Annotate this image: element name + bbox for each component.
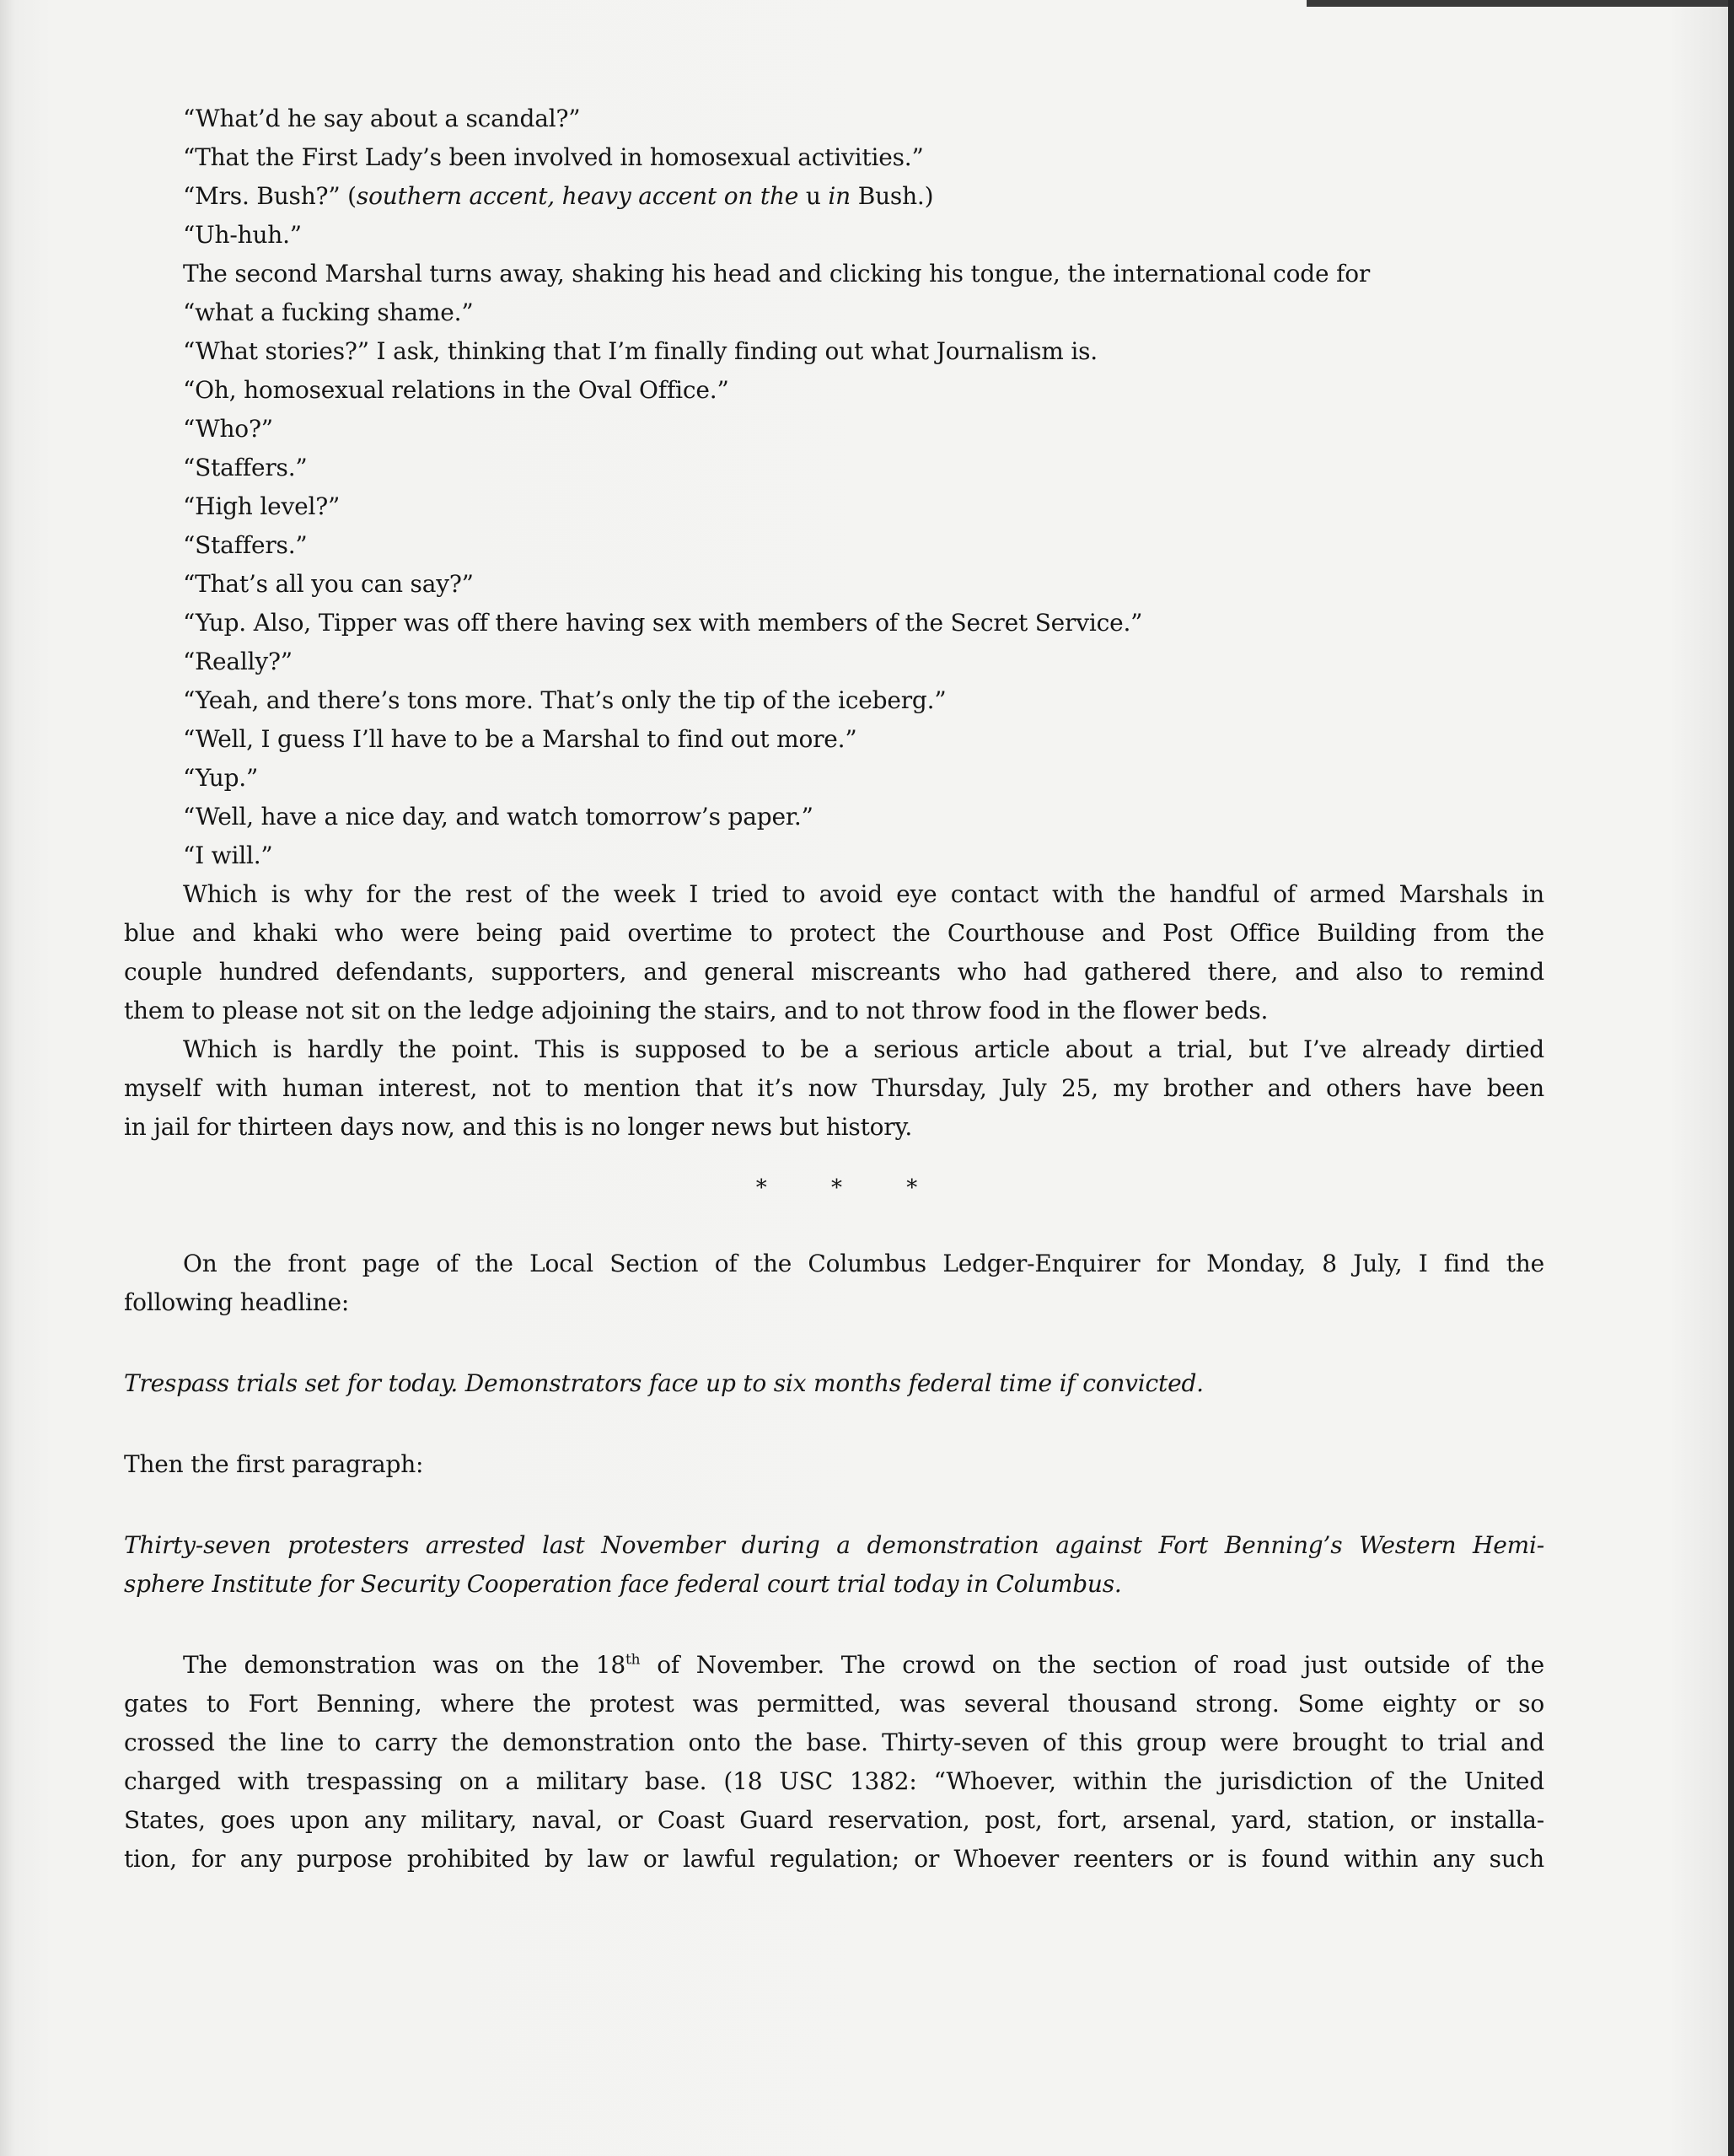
stage-direction: southern accent, heavy accent on the bbox=[356, 182, 799, 210]
dialogue-text: “Mrs. Bush?” bbox=[183, 182, 341, 210]
spacer bbox=[124, 1604, 1544, 1646]
dialogue-line: “Yup.” bbox=[183, 764, 259, 792]
dialogue-line: “What stories?” I ask, thinking that I’m finally finding out what Journalism is. bbox=[183, 337, 1098, 365]
spacer bbox=[124, 1229, 1544, 1245]
dialogue-line: “what a fucking shame.” bbox=[183, 298, 474, 326]
dialogue-line: “Yeah, and there’s tons more. That’s only the tip of the iceberg.” bbox=[183, 686, 947, 714]
section-separator: * * * bbox=[755, 1175, 947, 1201]
dialogue-line: “Well, have a nice day, and watch tomorrow’s paper.” bbox=[183, 803, 813, 831]
paragraph-line: couple hundred defendants, supporters, and general miscreants who had gathered there, and also to remind bbox=[124, 958, 1544, 986]
dialogue-line: “Oh, homosexual relations in the Oval Office.” bbox=[183, 376, 729, 404]
quoted-paragraph-line: Thirty-seven protesters arrested last November during a demonstration against Fort Benning’s Western Hemi- bbox=[124, 1531, 1544, 1559]
quoted-paragraph-line: sphere Institute for Security Cooperation face federal court trial today in Columbus. bbox=[124, 1570, 1122, 1598]
spacer bbox=[124, 1484, 1544, 1526]
article-body bbox=[124, 99, 1544, 1879]
dialogue-line: “Yup. Also, Tipper was off there having sex with members of the Secret Service.” bbox=[183, 609, 1143, 637]
ordinal-suffix: th bbox=[625, 1651, 641, 1669]
paragraph-line: tion, for any purpose prohibited by law or lawful regulation; or Whoever reenters or is found within any such bbox=[124, 1845, 1544, 1873]
dialogue-line: “Staffers.” bbox=[183, 454, 308, 481]
dialogue-line: “Really?” bbox=[183, 648, 293, 675]
dialogue-line: “I will.” bbox=[183, 841, 273, 869]
dialogue-line: “Well, I guess I’ll have to be a Marshal to find out more.” bbox=[183, 725, 857, 753]
paragraph-line: gates to Fort Benning, where the protest was permitted, was several thousand strong. Some eighty or so bbox=[124, 1690, 1544, 1718]
paragraph-line bbox=[124, 1646, 1544, 1685]
scan-edge-right bbox=[1728, 0, 1734, 2156]
paragraph-line: crossed the line to carry the demonstration onto the base. Thirty-seven of this group were brought to trial and bbox=[124, 1729, 1544, 1756]
paragraph-line: blue and khaki who were being paid overtime to protect the Courthouse and Post Office Building from the bbox=[124, 919, 1544, 947]
dialogue-line: “That’s all you can say?” bbox=[183, 570, 474, 598]
dialogue-line: The second Marshal turns away, shaking his head and clicking his tongue, the international code for bbox=[183, 260, 1371, 288]
dialogue-line: “What’d he say about a scandal?” bbox=[183, 105, 581, 132]
spacer bbox=[124, 1403, 1544, 1445]
stage-direction-letter: u bbox=[805, 182, 821, 210]
paragraph-line: On the front page of the Local Section of the Columbus Ledger-Enquirer for Monday, 8 July, I find the bbox=[183, 1250, 1544, 1277]
stage-direction-in: in bbox=[828, 182, 851, 210]
paragraph-text: The demonstration was on the 18 bbox=[183, 1651, 626, 1679]
spacer bbox=[124, 1322, 1544, 1364]
paragraph-line: States, goes upon any military, naval, or Coast Guard reservation, post, fort, arsenal, yard, station, or installa- bbox=[124, 1806, 1544, 1834]
paragraph-line: Then the first paragraph: bbox=[124, 1450, 424, 1478]
paragraph-line: following headline: bbox=[124, 1288, 350, 1316]
dialogue-line: “High level?” bbox=[183, 492, 341, 520]
paragraph-text: of November. The crowd on the section of road just outside of the bbox=[640, 1651, 1544, 1679]
paragraph-line: myself with human interest, not to mention that it’s now Thursday, July 25, my brother and others have been bbox=[124, 1074, 1544, 1102]
dialogue-line: “Staffers.” bbox=[183, 531, 308, 559]
paragraph-line: Which is hardly the point. This is supposed to be a serious article about a trial, but I’ve already dirtied bbox=[183, 1035, 1544, 1063]
dialogue-line: “Who?” bbox=[183, 415, 273, 443]
paragraph-line: Which is why for the rest of the week I tried to avoid eye contact with the handful of armed Marshals in bbox=[183, 880, 1544, 908]
quoted-headline: Trespass trials set for today. Demonstrators face up to six months federal time if convicted. bbox=[124, 1369, 1204, 1397]
dialogue-line: “Uh-huh.” bbox=[183, 221, 302, 249]
stage-direction-end: Bush.) bbox=[857, 182, 934, 210]
paragraph-line: charged with trespassing on a military base. (18 USC 1382: “Whoever, within the jurisdiction of the United bbox=[124, 1767, 1544, 1795]
dialogue-line: “That the First Lady’s been involved in homosexual activities.” bbox=[183, 143, 924, 171]
dialogue-line: “Mrs. Bush?” (southern accent, heavy accent on the u in Bush.) bbox=[183, 182, 934, 210]
paragraph-line: in jail for thirteen days now, and this is no longer news but history. bbox=[124, 1113, 913, 1141]
paragraph-line: them to please not sit on the ledge adjoining the stairs, and to not throw food in the flower beds. bbox=[124, 997, 1269, 1024]
scan-edge-top bbox=[1307, 0, 1734, 7]
